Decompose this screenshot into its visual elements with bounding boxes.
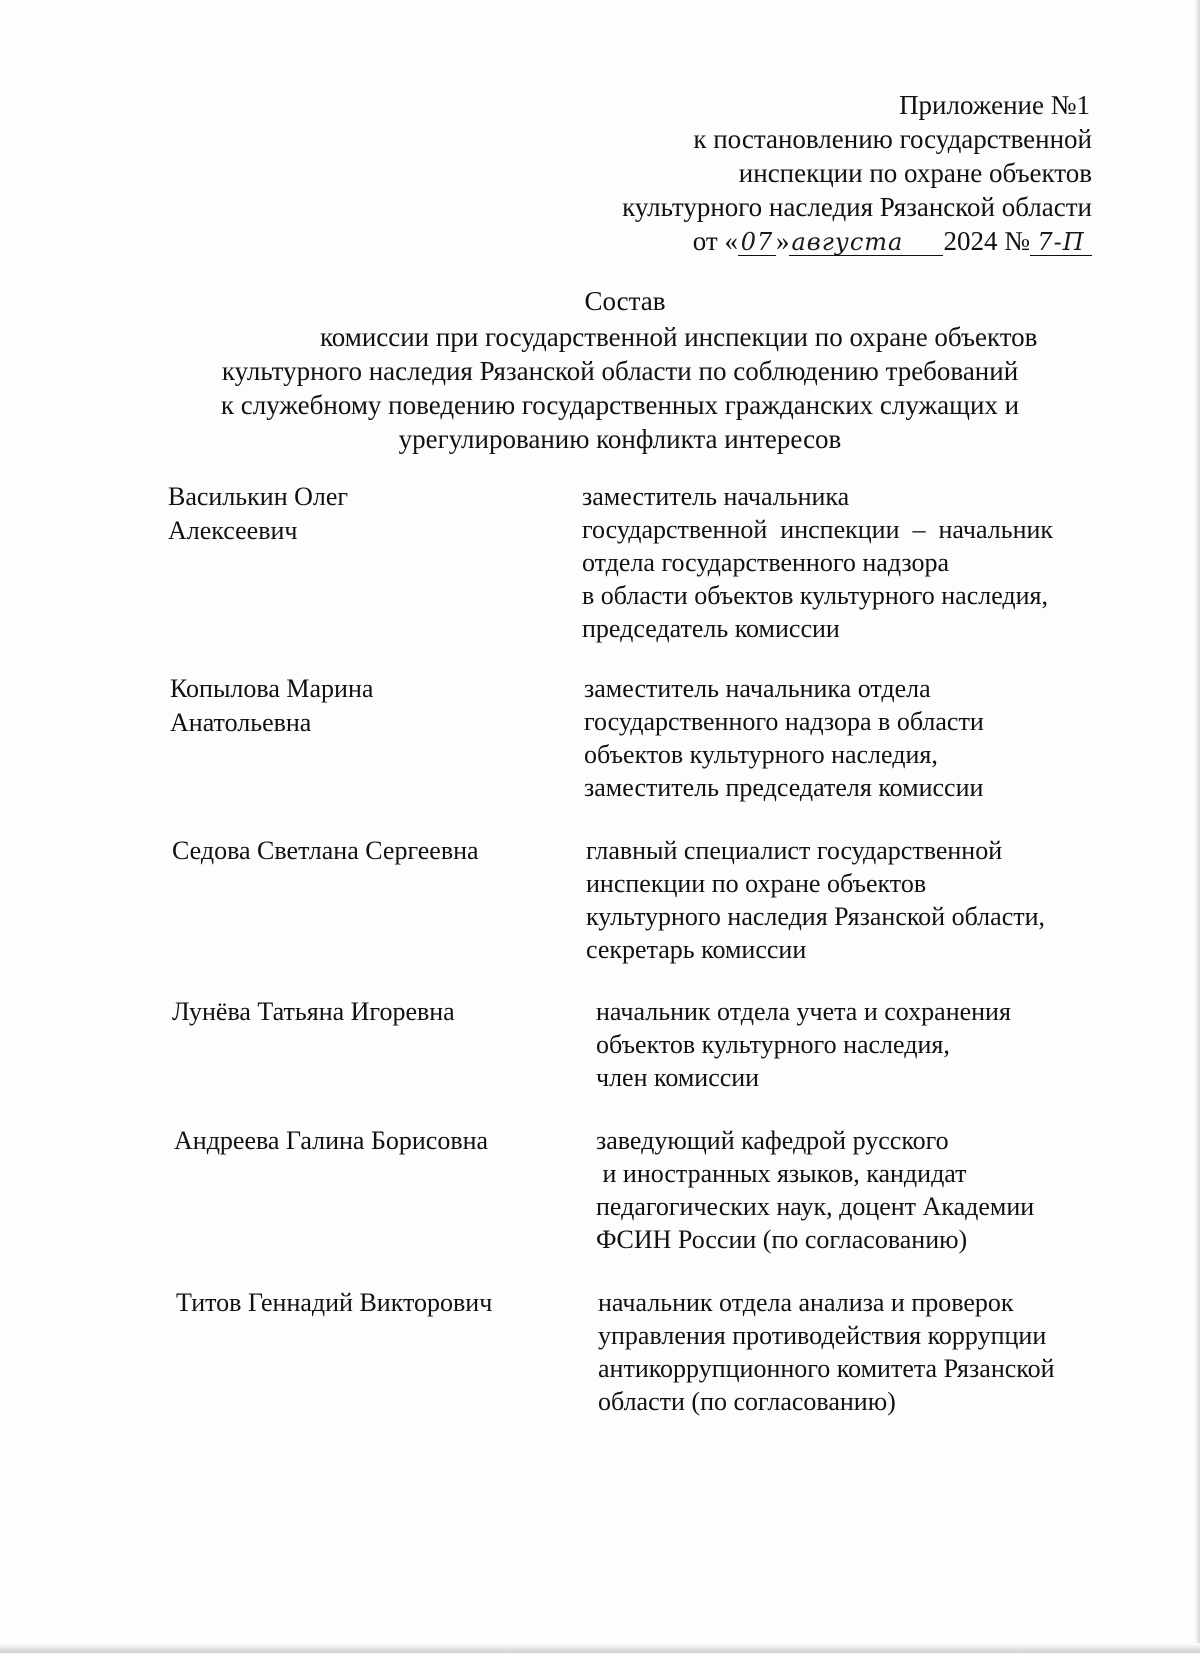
member-name [174,1124,574,1158]
member-role-line: начальник отдела учета и сохранения [596,997,1011,1026]
member-name [172,834,572,868]
handwritten-month: августа [789,229,943,256]
member-role-line: педагогических наук, доцент Академии [596,1192,1035,1221]
member-name [172,995,572,1029]
member-role-line: секретарь комиссии [586,935,807,964]
member-role-line: главный специалист государственной [586,836,1003,865]
member-name [168,480,568,548]
member-name-line: Анатольевна [170,708,312,737]
member-role-line: управления противодействия коррупции [598,1321,1047,1350]
appendix-title: Приложение №1 [899,90,1090,120]
member-name-line: Алексеевич [168,516,298,545]
member-role-line: и иностранных языков, кандидат [596,1159,967,1188]
title-line: к служебному поведению государственных гражданских служащих и [220,390,1020,420]
appendix-line: культурного наследия Рязанской области [622,192,1092,222]
member-role-line: отдела государственного надзора [582,548,950,577]
member-role-line: антикоррупционного комитета Рязанской [598,1354,1055,1383]
title-line: культурного наследия Рязанской области по соблюдению требований [221,356,1019,386]
member-role-line: заместитель начальника [582,482,850,511]
member-role [582,480,1112,645]
appendix-line: к постановлению государственной [693,124,1092,154]
title-line: урегулированию конфликта интересов [398,424,842,454]
appendix-header [622,88,1092,258]
handwritten-number: 7-П [1030,229,1092,256]
member-role-line: культурного наследия Рязанской области, [586,902,1046,931]
member-role [598,1286,1128,1418]
handwritten-day: 07 [738,229,776,256]
date-prefix: от « [692,226,738,256]
member-name-line: Лунёва Татьяна Игоревна [172,997,455,1026]
member-role-line: заведующий кафедрой русского [596,1126,949,1155]
member-role-line: области (по согласованию) [598,1387,896,1416]
member-name-line: Седова Светлана Сергеевна [172,836,479,865]
date-year: 2024 № [943,226,1030,256]
member-role [596,1124,1126,1256]
member-role-line: член комиссии [596,1063,760,1092]
member-name-line: Василькин Олег [168,482,349,511]
member-role-line: инспекции по охране объектов [586,869,927,898]
member-role-line: заместитель председателя комиссии [584,773,984,802]
member-role [584,672,1114,804]
member-name-line: Титов Геннадий Викторович [176,1288,493,1317]
member-role-line: государственной инспекции – начальник [582,515,1054,544]
title-heading: Состав [584,286,666,316]
member-name-line: Андреева Галина Борисовна [174,1126,489,1155]
title-line: комиссии при государственной инспекции по охране объектов [320,322,1038,352]
member-role-line: государственного надзора в области [584,707,984,736]
member-role [596,995,1126,1094]
appendix-date-line [622,224,1092,258]
member-name [170,672,570,740]
member-role-line: начальник отдела анализа и проверок [598,1288,1014,1317]
member-role-line: заместитель начальника отдела [584,674,931,703]
member-role [586,834,1116,966]
member-role-line: председатель комиссии [582,614,840,643]
member-role-line: в области объектов культурного наследия, [582,581,1049,610]
member-name-line: Копылова Марина [170,674,374,703]
date-mid: » [775,226,790,256]
appendix-line: инспекции по охране объектов [738,158,1092,188]
scan-edge [1194,0,1200,1653]
member-name [176,1286,576,1320]
document-title [190,284,1050,456]
member-role-line: объектов культурного наследия, [596,1030,950,1059]
scan-edge [0,1643,1200,1653]
member-role-line: объектов культурного наследия, [584,740,938,769]
member-role-line: ФСИН России (по согласованию) [596,1225,968,1254]
